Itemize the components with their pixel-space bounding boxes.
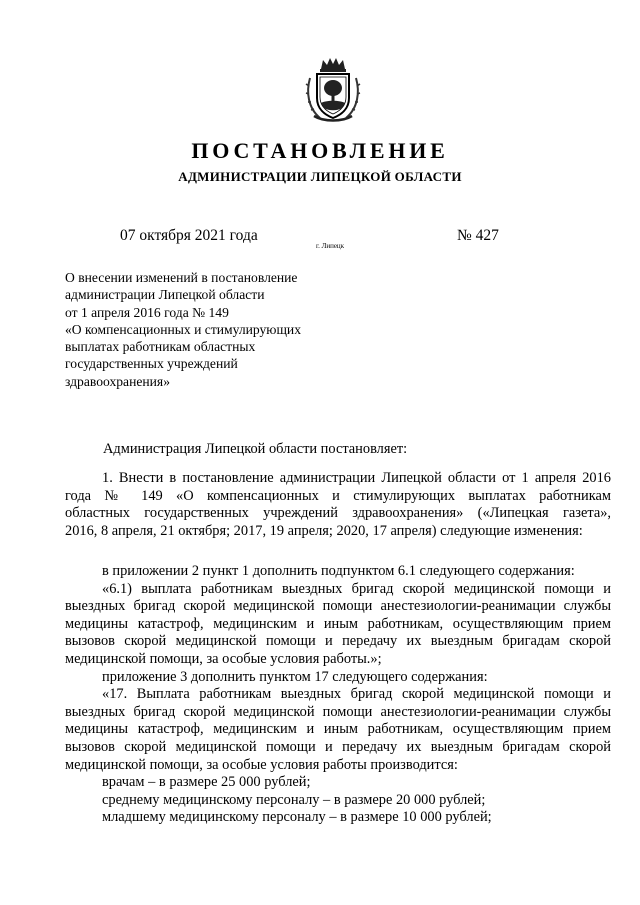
document-title: ПОСТАНОВЛЕНИЕ [191,138,449,163]
document-number: № 427 [457,227,499,244]
amendment-line: вызовов скорой медицинской помощи и передачу их выездным бригадам скорой [65,738,611,755]
amendment-line: медицины катастроф, медицинским и иным работникам, осуществляющим прием [65,615,611,632]
paragraph-line: года № 149 «О компенсационных и стимулирующих выплатах работникам [65,487,611,504]
document-date: 07 октября 2021 года [120,227,258,244]
amendment-1-intro: в приложении 2 пункт 1 дополнить подпунктом 6.1 следующего содержания: [102,563,575,579]
subject-line: «О компенсационных и стимулирующих [65,321,301,337]
document-subtitle: АДМИНИСТРАЦИИ ЛИПЕЦКОЙ ОБЛАСТИ [178,169,462,184]
subject-line: администрации Липецкой области [65,287,265,303]
amendment-line: вызовов скорой медицинской помощи и передачу их выездным бригадам скорой [65,633,611,650]
coat-of-arms-emblem [304,56,362,124]
subject-line: здравоохранения» [65,373,170,389]
subject-line: выплатах работникам областных [65,339,256,355]
amendment-line: медицинской помощи, за особые условия работы.»; [65,650,382,667]
amendment-line: выездных бригад скорой медицинской помощи анестезиологии-реанимации службы [65,703,611,720]
subject-line: государственных учреждений [65,356,238,372]
subject-line: от 1 апреля 2016 года № 149 [65,304,229,320]
payment-item: врачам – в размере 25 000 рублей; [102,774,311,791]
payment-item: среднему медицинскому персоналу – в размере 20 000 рублей; [102,791,486,808]
document-subject [65,269,365,390]
amendment-line: медицинской помощи, за особые условия работы производится: [65,756,458,773]
amendment-line: выездных бригад скорой медицинской помощи анестезиологии-реанимации службы [65,598,611,615]
preamble: Администрация Липецкой области постановляет: [103,441,408,457]
paragraph-1 [65,470,611,540]
amendments [65,563,611,827]
paragraph-line: областных государственных учреждений здравоохранения» («Липецкая газета», [65,505,611,522]
paragraph-line: 1. Внести в постановление администрации Липецкой области от 1 апреля 2016 [102,470,611,486]
amendment-line: «17. Выплата работникам выездных бригад скорой медицинской помощи и [102,686,611,703]
paragraph-line: 2016, 8 апреля, 21 октября; 2017, 19 апреля; 2020, 17 апреля) следующие изменения: [65,522,583,539]
document-city: г. Липецк [316,242,345,250]
subject-line: О внесении изменений в постановление [65,270,298,285]
amendment-line: «6.1) выплата работникам выездных бригад скорой медицинской помощи и [102,580,611,597]
amendment-line: медицины катастроф, медицинским и иным работникам, осуществляющим прием [65,721,611,738]
payment-item: младшему медицинскому персоналу – в размере 10 000 рублей; [102,809,492,826]
amendment-2-intro: приложение 3 дополнить пунктом 17 следующего содержания: [102,668,488,685]
